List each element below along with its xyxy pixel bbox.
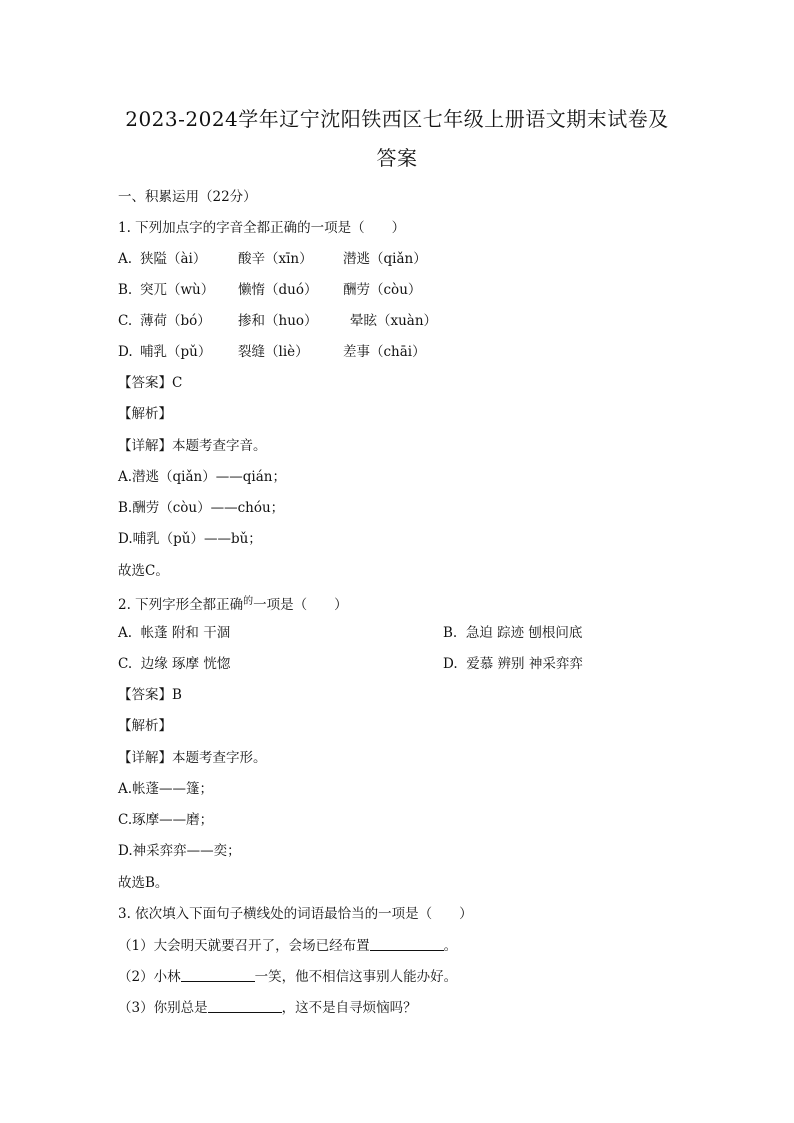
- stem-text: 2. 下列字形全都正确: [118, 597, 244, 613]
- option-item: 酬劳（còu）: [343, 282, 422, 298]
- option-item: 潜逃（qiǎn）: [343, 251, 427, 267]
- fill-blank: [181, 967, 255, 982]
- sentence-text: 。: [443, 938, 458, 954]
- sentence-text: （2）小林: [118, 969, 181, 985]
- q2-option-c: [118, 655, 230, 673]
- document-title-line2: 答案: [376, 146, 418, 170]
- q3-sentence-2: [118, 967, 457, 986]
- option-item: 薄荷（bó）: [140, 313, 211, 329]
- q2-option-b: [443, 624, 582, 642]
- sentence-text: （1）大会明天就要召开了，会场已经布置: [118, 938, 370, 954]
- question-3-stem: 3. 依次填入下面句子横线处的词语最恰当的一项是（ ）: [118, 906, 473, 922]
- q2-option-d: [443, 655, 583, 673]
- stem-superscript: 的: [243, 596, 254, 607]
- sentence-text: （3）你别总是: [118, 1000, 208, 1016]
- option-item: 懒惰（duó）: [238, 282, 318, 298]
- q1-note: B.酬劳（còu）——chóu；: [118, 500, 285, 516]
- stem-text: 一项是（ ）: [253, 597, 348, 613]
- option-label: D.: [443, 656, 458, 672]
- document-title-line1: 2023-2024学年辽宁沈阳铁西区七年级上册语文期末试卷及: [125, 107, 669, 131]
- question-1-stem: 1. 下列加点字的字音全都正确的一项是（ ）: [118, 220, 406, 236]
- option-label: D.: [118, 344, 133, 360]
- q2-analysis-heading: 【解析】: [118, 718, 172, 734]
- q2-detail: 【详解】本题考查字形。: [118, 750, 267, 766]
- option-item: 掺和（huo）: [238, 313, 318, 329]
- option-item: 差事（chāi）: [343, 344, 426, 360]
- q2-option-a: [118, 624, 230, 642]
- option-item: 狭隘（ài）: [140, 251, 207, 267]
- sentence-text: ，这不是自寻烦恼吗？: [281, 1000, 417, 1016]
- option-label: A.: [118, 251, 133, 267]
- option-item: 突兀（wù）: [140, 282, 215, 298]
- section-heading: 一、积累运用（22分）: [118, 189, 257, 205]
- option-label: C.: [118, 313, 133, 329]
- q3-sentence-1: [118, 936, 457, 955]
- q1-option-c: [118, 312, 448, 330]
- q1-option-b: [118, 281, 448, 299]
- question-2-stem: [118, 596, 348, 616]
- option-text: 帐蓬 附和 干涸: [140, 625, 231, 641]
- option-item: 酸辛（xīn）: [238, 251, 313, 267]
- q1-answer: 【答案】C: [118, 375, 183, 391]
- q3-sentence-3: [118, 998, 417, 1017]
- q2-answer: 【答案】B: [118, 687, 182, 703]
- option-label: B.: [118, 282, 133, 298]
- option-item: 晕眩（xuàn）: [350, 313, 438, 329]
- q1-option-d: [118, 343, 448, 361]
- option-item: 哺乳（pǔ）: [140, 344, 212, 360]
- option-text: 爱慕 辨别 神采弈弈: [466, 656, 583, 672]
- q2-note: C.琢摩——磨；: [118, 812, 214, 828]
- option-label: A.: [118, 625, 133, 641]
- q2-note: A.帐蓬——篷；: [118, 781, 214, 797]
- q1-detail: 【详解】本题考查字音。: [118, 438, 267, 454]
- q1-analysis-heading: 【解析】: [118, 406, 172, 422]
- q2-note: D.神采弈弈——奕；: [118, 843, 241, 859]
- q1-note: A.潜逃（qiǎn）——qián；: [118, 469, 286, 485]
- q1-conclusion: 故选C。: [118, 563, 169, 579]
- option-text: 急迫 踪迹 刨根问底: [465, 625, 583, 641]
- fill-blank: [370, 936, 444, 951]
- q1-note: D.哺乳（pǔ）——bǔ；: [118, 531, 262, 547]
- option-item: 裂缝（liè）: [238, 344, 309, 360]
- q1-option-a: [118, 250, 448, 268]
- option-text: 边缘 琢摩 恍惚: [140, 656, 231, 672]
- q2-conclusion: 故选B。: [118, 875, 169, 891]
- option-label: C.: [118, 656, 133, 672]
- sentence-text: 一笑，他不相信这事别人能办好。: [254, 969, 458, 985]
- option-label: B.: [443, 625, 458, 641]
- fill-blank: [208, 998, 282, 1013]
